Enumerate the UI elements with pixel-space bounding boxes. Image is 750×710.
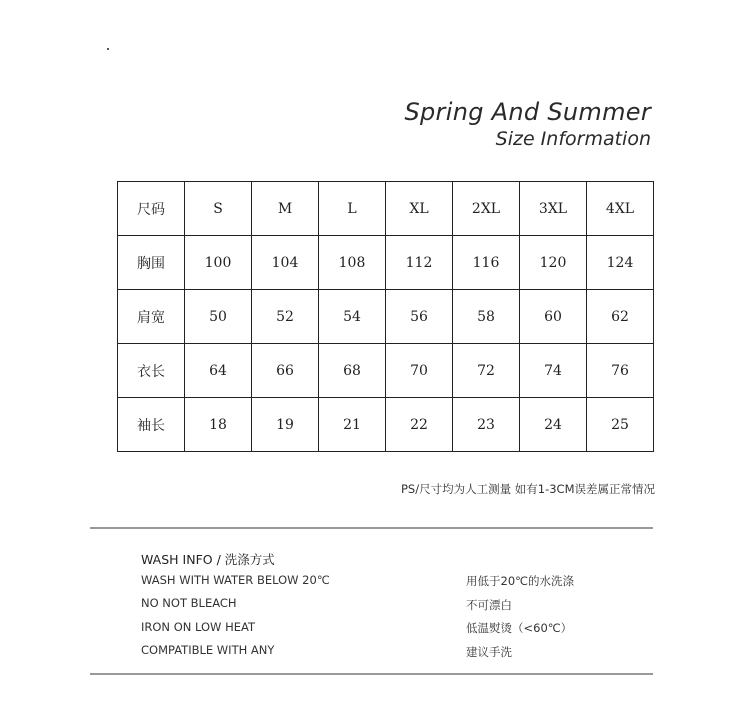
- stray-dot: [107, 48, 109, 50]
- divider-bottom: [90, 673, 653, 675]
- table-cell: 76: [587, 344, 654, 398]
- table-cell: 60: [520, 290, 587, 344]
- table-cell: 21: [319, 398, 386, 452]
- table-cell: 100: [185, 236, 252, 290]
- header-cell: S: [185, 182, 252, 236]
- row-label: 衣长: [118, 344, 185, 398]
- header-cell: XL: [386, 182, 453, 236]
- table-cell: 66: [252, 344, 319, 398]
- divider-top: [90, 527, 653, 529]
- table-cell: 54: [319, 290, 386, 344]
- table-cell: 19: [252, 398, 319, 452]
- wash-item-en: NO NOT BLEACH: [141, 596, 237, 610]
- table-cell: 64: [185, 344, 252, 398]
- row-label: 肩宽: [118, 290, 185, 344]
- size-table: [117, 181, 654, 452]
- row-label: 胸围: [118, 236, 185, 290]
- table-cell: 108: [319, 236, 386, 290]
- header-cell: M: [252, 182, 319, 236]
- header-cell: 2XL: [453, 182, 520, 236]
- table-cell: 112: [386, 236, 453, 290]
- header-cell: 4XL: [587, 182, 654, 236]
- table-row: [118, 236, 654, 290]
- wash-item-en: WASH WITH WATER BELOW 20℃: [141, 573, 330, 587]
- table-header-row: [118, 182, 654, 236]
- wash-item-cn: 低温熨烫（<60℃）: [466, 621, 573, 635]
- table-cell: 58: [453, 290, 520, 344]
- wash-item-en: IRON ON LOW HEAT: [141, 620, 255, 634]
- table-cell: 22: [386, 398, 453, 452]
- table-row: [118, 290, 654, 344]
- table-cell: 56: [386, 290, 453, 344]
- table-cell: 72: [453, 344, 520, 398]
- wash-item-en: COMPATIBLE WITH ANY: [141, 643, 275, 657]
- header-cell: L: [319, 182, 386, 236]
- table-cell: 74: [520, 344, 587, 398]
- table-cell: 116: [453, 236, 520, 290]
- table-cell: 25: [587, 398, 654, 452]
- wash-item-cn: 建议手洗: [466, 645, 512, 659]
- header-cell: 尺码: [118, 182, 185, 236]
- table-cell: 104: [252, 236, 319, 290]
- table-cell: 62: [587, 290, 654, 344]
- page-title: Spring And Summer: [404, 98, 651, 126]
- row-label: 袖长: [118, 398, 185, 452]
- table-row: [118, 398, 654, 452]
- header-cell: 3XL: [520, 182, 587, 236]
- table-cell: 24: [520, 398, 587, 452]
- table-cell: 68: [319, 344, 386, 398]
- table-cell: 120: [520, 236, 587, 290]
- table-cell: 124: [587, 236, 654, 290]
- table-cell: 23: [453, 398, 520, 452]
- measurement-note: PS/尺寸均为人工测量 如有1-3CM误差属正常情况: [401, 482, 655, 496]
- table-cell: 70: [386, 344, 453, 398]
- table-cell: 50: [185, 290, 252, 344]
- table-cell: 52: [252, 290, 319, 344]
- wash-item-cn: 用低于20℃的水洗涤: [466, 574, 575, 588]
- wash-item-cn: 不可漂白: [466, 598, 512, 612]
- wash-info-title: WASH INFO / 洗涤方式: [141, 552, 275, 567]
- page-subtitle: Size Information: [495, 128, 651, 150]
- table-cell: 18: [185, 398, 252, 452]
- table-row: [118, 344, 654, 398]
